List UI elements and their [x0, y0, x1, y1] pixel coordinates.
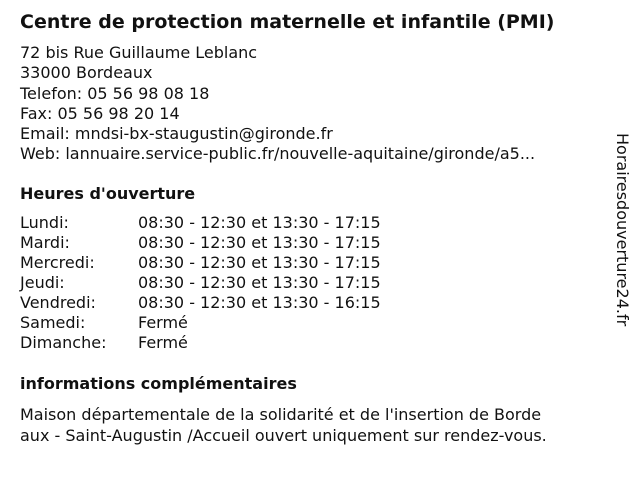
info-line: aux - Saint-Augustin /Accueil ouvert uniquement sur rendez-vous. [20, 426, 547, 445]
hours-day: Mercredi: [20, 253, 95, 272]
hours-time: 08:30 - 12:30 et 13:30 - 17:15 [138, 253, 381, 272]
hours-row [20, 273, 381, 293]
hours-time: Fermé [138, 333, 188, 352]
hours-day: Samedi: [20, 313, 86, 332]
hours-row [20, 293, 381, 313]
hours-row [20, 313, 381, 333]
hours-row [20, 333, 381, 353]
brand-watermark: Horairesdouverture24.fr [613, 133, 632, 327]
hours-time: 08:30 - 12:30 et 13:30 - 17:15 [138, 233, 381, 252]
hours-day: Mardi: [20, 233, 70, 252]
email-address: Email: mndsi-bx-staugustin@gironde.fr [20, 124, 333, 144]
opening-hours-list [20, 213, 381, 353]
hours-time: Fermé [138, 313, 188, 332]
address-street: 72 bis Rue Guillaume Leblanc [20, 43, 258, 62]
website-link[interactable]: Web: lannuaire.service-public.fr/nouvelle-aquitaine/gironde/a5... [20, 144, 536, 164]
fax-number: Fax: 05 56 98 20 14 [20, 103, 180, 123]
phone-number: Telefon: 05 56 98 08 18 [20, 83, 210, 103]
address-city: 33000 Bordeaux [20, 63, 153, 83]
hours-row [20, 253, 381, 273]
additional-info-heading: informations complémentaires [20, 374, 297, 393]
page-title: Centre de protection maternelle et infantile (PMI) [20, 11, 555, 33]
hours-time: 08:30 - 12:30 et 13:30 - 16:15 [138, 293, 381, 312]
hours-row [20, 233, 381, 253]
hours-row [20, 213, 381, 233]
hours-time: 08:30 - 12:30 et 13:30 - 17:15 [138, 213, 381, 232]
hours-time: 08:30 - 12:30 et 13:30 - 17:15 [138, 273, 381, 292]
contact-block [20, 43, 535, 165]
info-line: Maison départementale de la solidarité et de l'insertion de Borde [20, 405, 542, 424]
hours-day: Lundi: [20, 213, 69, 232]
opening-hours-heading: Heures d'ouverture [20, 184, 196, 203]
hours-day: Dimanche: [20, 333, 107, 352]
hours-day: Jeudi: [20, 273, 65, 292]
additional-info-text [20, 404, 547, 446]
hours-day: Vendredi: [20, 293, 96, 312]
